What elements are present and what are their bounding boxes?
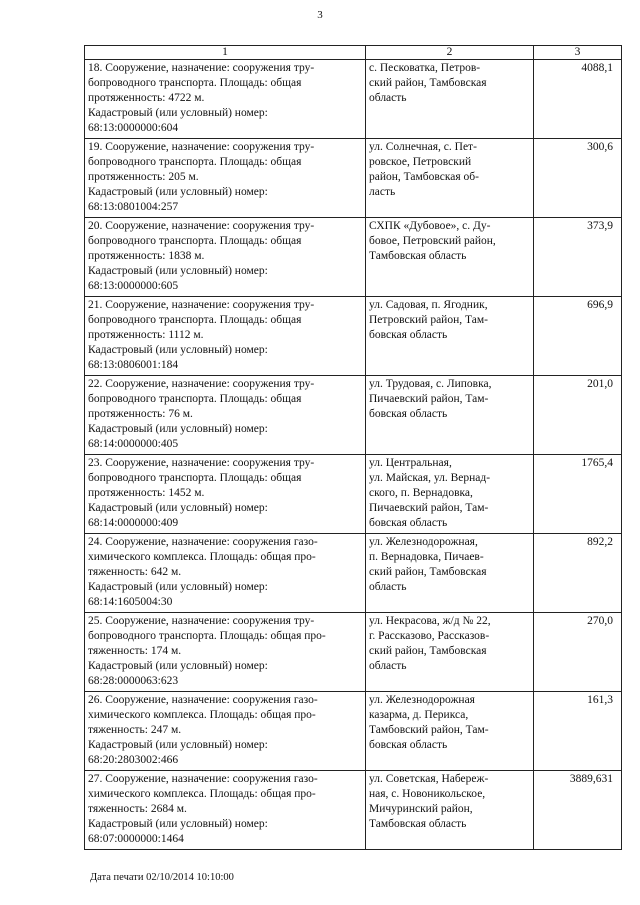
description-line: 68:14:0000000:409 [88,517,179,529]
address-line: Пичаевский район, Там- [369,502,489,514]
description-line: Кадастровый (или условный) номер: [88,423,268,435]
address-line: Мичуринский район, [369,803,473,815]
address-line: ского, п. Вернадовка, [369,487,473,499]
description-line: бопроводного транспорта. Площадь: общая [88,472,302,484]
address-line: бовская область [369,517,448,529]
address-line: Тамбовский район, Там- [369,724,489,736]
description-line: 68:14:1605004:30 [88,596,173,608]
description-line: 20. Сооружение, назначение: сооружения тру- [88,220,315,232]
object-description-cell [85,613,366,692]
description-line: бопроводного транспорта. Площадь: общая про- [88,630,326,642]
address-cell [366,455,534,534]
value-cell: 201,0 [534,376,622,455]
description-line: Кадастровый (или условный) номер: [88,581,268,593]
description-line: 68:13:0806001:184 [88,359,179,371]
print-date-footer: Дата печати 02/10/2014 10:10:00 [90,872,234,883]
object-description-cell [85,455,366,534]
object-description-cell [85,139,366,218]
address-line: ул. Солнечная, с. Пет- [369,141,477,153]
description-line: протяженность: 76 м. [88,408,193,420]
address-line: Тамбовская область [369,250,467,262]
description-line: тяженность: 642 м. [88,566,182,578]
address-line: ласть [369,186,396,198]
address-line: п. Вернадовка, Пичаев- [369,551,484,563]
description-line: 23. Сооружение, назначение: сооружения тру- [88,457,315,469]
column-header-1: 1 [85,46,366,60]
address-line: ул. Советская, Набереж- [369,773,489,785]
description-line: 22. Сооружение, назначение: сооружения тру- [88,378,315,390]
value-cell: 300,6 [534,139,622,218]
address-line: ул. Некрасова, ж/д № 22, [369,615,491,627]
table-row [85,613,622,692]
object-description-cell [85,297,366,376]
address-line: область [369,660,407,672]
address-line: ул. Железнодорожная, [369,536,478,548]
property-table [84,45,622,850]
address-cell [366,297,534,376]
object-description-cell [85,218,366,297]
description-line: бопроводного транспорта. Площадь: общая [88,393,302,405]
column-header-2: 2 [366,46,534,60]
value-cell: 892,2 [534,534,622,613]
address-cell [366,613,534,692]
description-line: 68:14:0000000:405 [88,438,179,450]
object-description-cell [85,692,366,771]
description-line: химического комплекса. Площадь: общая про- [88,551,316,563]
value-cell: 161,3 [534,692,622,771]
address-cell [366,60,534,139]
address-line: ная, с. Новоникольское, [369,788,486,800]
description-line: 19. Сооружение, назначение: сооружения тру- [88,141,315,153]
address-line: бовое, Петровский район, [369,235,496,247]
address-line: область [369,581,407,593]
address-cell [366,376,534,455]
description-line: Кадастровый (или условный) номер: [88,344,268,356]
description-line: протяженность: 1452 м. [88,487,205,499]
address-line: г. Рассказово, Рассказов- [369,630,490,642]
table-row [85,455,622,534]
description-line: тяженность: 2684 м. [88,803,187,815]
description-line: Кадастровый (или условный) номер: [88,818,268,830]
description-line: протяженность: 205 м. [88,171,199,183]
description-line: Кадастровый (или условный) номер: [88,186,268,198]
description-line: бопроводного транспорта. Площадь: общая [88,77,302,89]
description-line: 68:28:0000063:623 [88,675,179,687]
value-cell: 3889,631 [534,771,622,850]
description-line: бопроводного транспорта. Площадь: общая [88,156,302,168]
address-line: Петровский район, Там- [369,314,488,326]
address-line: область [369,92,407,104]
description-line: бопроводного транспорта. Площадь: общая [88,314,302,326]
description-line: Кадастровый (или условный) номер: [88,660,268,672]
address-cell [366,692,534,771]
value-cell: 4088,1 [534,60,622,139]
column-header-3: 3 [534,46,622,60]
description-line: химического комплекса. Площадь: общая про- [88,709,316,721]
table-row [85,139,622,218]
description-line: тяженность: 174 м. [88,645,182,657]
description-line: бопроводного транспорта. Площадь: общая [88,235,302,247]
description-line: Кадастровый (или условный) номер: [88,502,268,514]
description-line: 26. Сооружение, назначение: сооружения газо- [88,694,318,706]
address-line: ул. Железнодорожная [369,694,475,706]
table-row [85,692,622,771]
description-line: 68:13:0000000:605 [88,280,179,292]
value-cell: 270,0 [534,613,622,692]
address-line: ский район, Тамбовская [369,645,487,657]
address-line: ский район, Тамбовская [369,566,487,578]
table-row [85,218,622,297]
description-line: химического комплекса. Площадь: общая про- [88,788,316,800]
address-line: бовская область [369,408,448,420]
table-row [85,376,622,455]
address-line: ул. Майская, ул. Вернад- [369,472,491,484]
object-description-cell [85,771,366,850]
table-row [85,297,622,376]
address-line: Тамбовская область [369,818,467,830]
object-description-cell [85,376,366,455]
table-row [85,771,622,850]
description-line: протяженность: 4722 м. [88,92,205,104]
description-line: 68:20:2803002:466 [88,754,179,766]
description-line: Кадастровый (или условный) номер: [88,107,268,119]
description-line: 24. Сооружение, назначение: сооружения газо- [88,536,318,548]
description-line: 25. Сооружение, назначение: сооружения тру- [88,615,315,627]
address-line: казарма, д. Перикса, [369,709,469,721]
address-cell [366,771,534,850]
description-line: протяженность: 1838 м. [88,250,205,262]
address-cell [366,218,534,297]
address-line: с. Песковатка, Петров- [369,62,481,74]
address-line: район, Тамбовская об- [369,171,479,183]
address-line: бовская область [369,329,448,341]
value-cell: 373,9 [534,218,622,297]
value-cell: 1765,4 [534,455,622,534]
description-line: 21. Сооружение, назначение: сооружения тру- [88,299,315,311]
address-line: ул. Трудовая, с. Липовка, [369,378,492,390]
object-description-cell [85,60,366,139]
address-line: ул. Садовая, п. Ягодник, [369,299,488,311]
address-line: бовская область [369,739,448,751]
address-cell [366,139,534,218]
description-line: 27. Сооружение, назначение: сооружения газо- [88,773,318,785]
description-line: 18. Сооружение, назначение: сооружения тру- [88,62,315,74]
address-line: СХПК «Дубовое», с. Ду- [369,220,491,232]
description-line: Кадастровый (или условный) номер: [88,265,268,277]
object-description-cell [85,534,366,613]
page-number: 3 [317,9,323,21]
description-line: 68:13:0801004:257 [88,201,179,213]
table-header-row [85,46,622,60]
table-row [85,534,622,613]
address-line: Пичаевский район, Там- [369,393,489,405]
address-line: ровское, Петровский [369,156,472,168]
description-line: протяженность: 1112 м. [88,329,204,341]
description-line: Кадастровый (или условный) номер: [88,739,268,751]
value-cell: 696,9 [534,297,622,376]
description-line: тяженность: 247 м. [88,724,182,736]
address-line: ский район, Тамбовская [369,77,487,89]
description-line: 68:07:0000000:1464 [88,833,184,845]
table-row [85,60,622,139]
address-cell [366,534,534,613]
address-line: ул. Центральная, [369,457,452,469]
description-line: 68:13:0000000:604 [88,122,179,134]
